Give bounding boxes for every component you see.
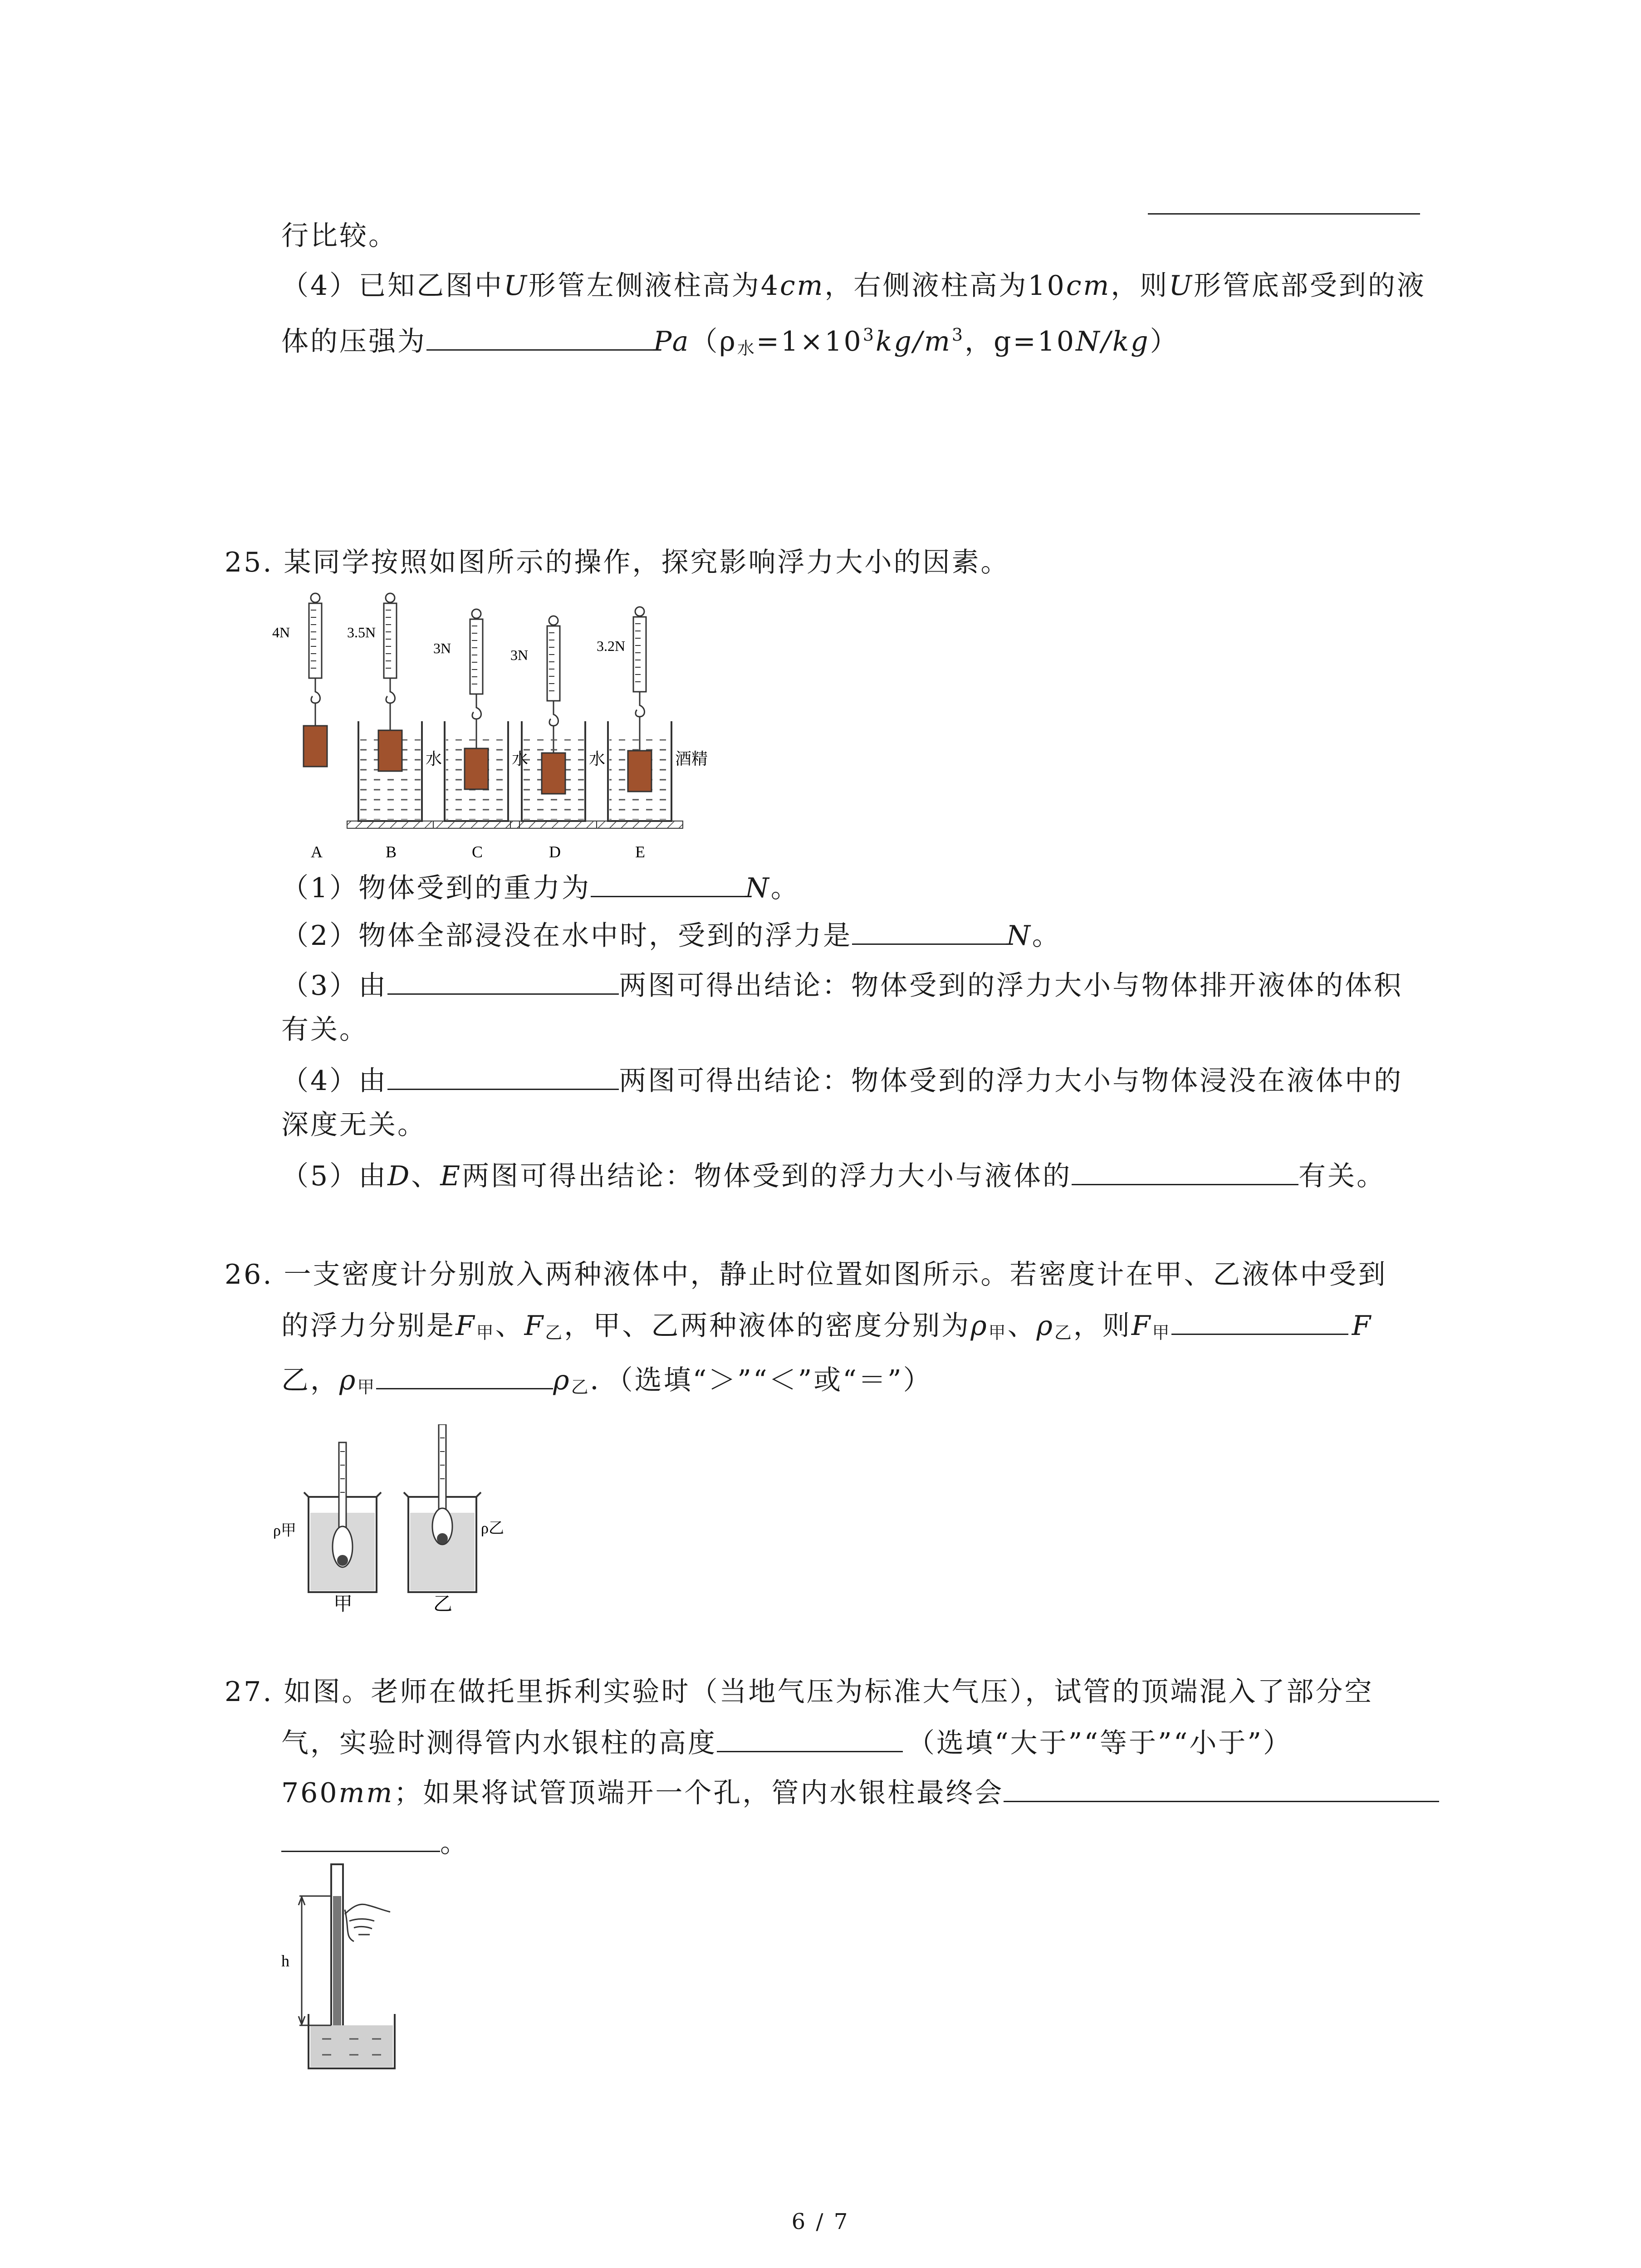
- label-yi: 乙: [433, 1594, 453, 1615]
- answer-blank[interactable]: [1004, 1774, 1439, 1802]
- q25-sub4-cont: 深度无关。: [281, 1109, 426, 1141]
- answer-blank[interactable]: [387, 966, 619, 995]
- scale-reading: 3N: [510, 647, 529, 663]
- liquid-label: 水: [589, 750, 606, 768]
- q27-line1: 27. 如图。老师在做托里拆利实验时（当地气压为标准大气压），试管的顶端混入了部分空: [225, 1676, 1374, 1708]
- scale-reading: 3.2N: [597, 638, 626, 654]
- q26-line1: 26. 一支密度计分别放入两种液体中，静止时位置如图所示。若密度计在甲、乙液体中受到: [225, 1259, 1387, 1290]
- setup-label: A: [311, 843, 323, 861]
- answer-blank[interactable]: [281, 1823, 440, 1852]
- setup-label: D: [549, 843, 561, 861]
- block: [378, 730, 402, 771]
- rho-jia-label: ρ甲: [273, 1522, 296, 1539]
- block: [304, 726, 327, 767]
- scale-reading: 4N: [272, 624, 290, 640]
- answer-blank[interactable]: [1072, 1157, 1298, 1185]
- q27-line2: 气，实验时测得管内水银柱的高度 （选填“大于”“等于”“小于”）: [281, 1724, 1292, 1761]
- q25-sub1: （1）物体受到的重力为 N。: [281, 869, 800, 906]
- q27-line3: 760mm；如果将试管顶端开一个孔，管内水银柱最终会: [281, 1774, 1439, 1811]
- height-label: h: [281, 1952, 289, 1970]
- q25-sub2: （2）物体全部浸没在水中时，受到的浮力是 N。: [281, 916, 1061, 954]
- q27-line4: 。: [281, 1823, 469, 1861]
- q25-sub3-cont: 有关。: [281, 1014, 368, 1046]
- q24-part4-line2: 体的压强为 $Pa(\rho_水=1\times 10^3kg/m^3$，g=10N/kg）: [281, 322, 1179, 360]
- scale-reading: 3.5N: [347, 624, 376, 640]
- block: [542, 753, 565, 794]
- q24-part4-line1: （4）已知乙图中U形管左侧液柱高为4cm，右侧液柱高为10cm，则U形管底部受到的液: [281, 270, 1426, 302]
- q25-sub3: （3）由 两图可得出结论：物体受到的浮力大小与物体排开液体的体积: [281, 966, 1403, 1004]
- liquid-label: 酒精: [675, 750, 708, 768]
- answer-blank[interactable]: [376, 1361, 553, 1389]
- answer-blank[interactable]: [591, 869, 745, 897]
- answer-blank[interactable]: [1148, 186, 1420, 215]
- q24-continuation: 行比较。: [281, 220, 397, 252]
- q26-line3: 乙，$\rho_甲$ $\rho_乙$．（选填“＞”“＜”或“＝”）: [281, 1361, 932, 1398]
- block: [628, 751, 652, 792]
- hydrometer-yi: [432, 1424, 452, 1545]
- answer-blank[interactable]: [852, 916, 1006, 945]
- answer-blank[interactable]: [717, 1724, 903, 1752]
- q25-sub4: （4）由 两图可得出结论：物体受到的浮力大小与物体浸没在液体中的: [281, 1061, 1403, 1099]
- answer-blank[interactable]: [426, 322, 653, 351]
- buoyancy-experiment-figure: [263, 585, 835, 866]
- liquid-label: 水: [426, 750, 442, 768]
- rho-yi-label: ρ乙: [481, 1520, 504, 1537]
- scale-reading: 3N: [433, 640, 451, 656]
- q26-line2: 的浮力分别是$F_甲$、$F_乙$，甲、乙两种液体的密度分别为$\rho_甲$、$\rho_乙$，则$F_甲$ F: [281, 1306, 1372, 1344]
- spring-scale: [304, 593, 327, 767]
- setup-label: B: [386, 843, 397, 861]
- answer-blank[interactable]: [1171, 1306, 1348, 1335]
- block: [465, 748, 488, 789]
- setup-label: E: [635, 843, 645, 861]
- setup-label: C: [472, 843, 483, 861]
- hydrometer-figure: [272, 1424, 526, 1615]
- q25-sub5: （5）由D、E两图可得出结论：物体受到的浮力大小与液体的 有关。: [281, 1157, 1386, 1194]
- q25-stem: 25. 某同学按照如图所示的操作，探究影响浮力大小的因素。: [225, 547, 1010, 578]
- label-jia: 甲: [333, 1594, 353, 1615]
- page-number: 6 / 7: [791, 2209, 850, 2234]
- liquid-label: 水: [512, 750, 529, 768]
- answer-blank[interactable]: [387, 1061, 619, 1090]
- torricelli-figure: [281, 1860, 408, 2077]
